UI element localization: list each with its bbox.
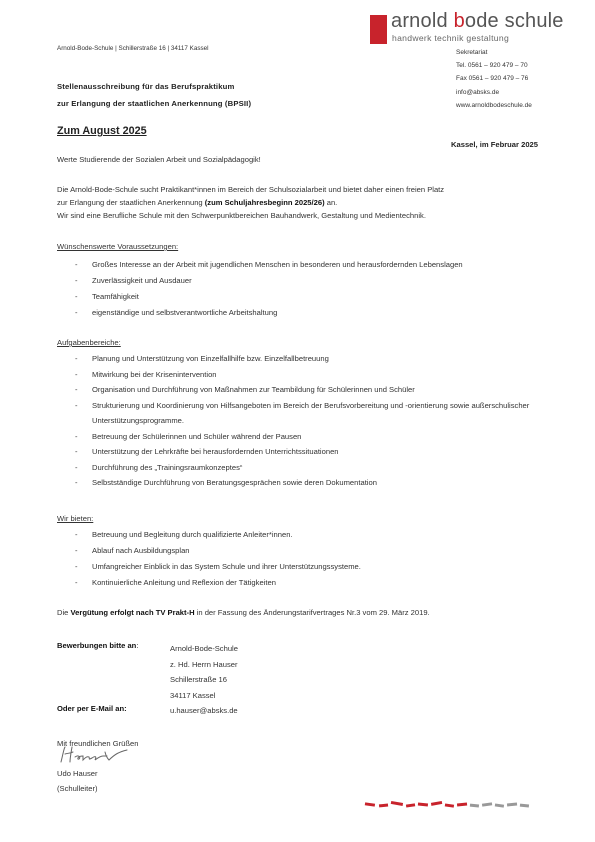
list-item: - Zuverlässigkeit und Ausdauer [75, 276, 192, 285]
list-item: - Planung und Unterstützung von Einzelfallhilfe bzw. Einzelfallbetreuung [75, 354, 329, 363]
address-line: Schillerstraße 16 [170, 675, 227, 685]
offer-title: Wir bieten: [57, 514, 94, 523]
list-item: - Mitwirkung bei der Krisenintervention [75, 369, 217, 379]
intro-line3: Wir sind eine Berufliche Schule mit den Schwerpunktbereichen Bauhandwerk, Gestaltung und Medientechnik. [57, 211, 426, 220]
document-title-line2: zur Erlangung der staatlichen Anerkennung (BPSII) [57, 99, 252, 108]
city-date: Kassel, im Februar 2025 [451, 140, 538, 149]
list-item: - Betreuung und Begleitung durch qualifizierte Anleiter*innen. [75, 530, 293, 539]
application-email-link[interactable]: u.hauser@absks.de [170, 706, 238, 716]
list-item: - Unterstützung der Lehrkräfte bei herausfordernden Unterrichtssituationen [75, 447, 339, 456]
email-label: Oder per E-Mail an: [57, 704, 127, 713]
application-label: Bewerbungen bitte an: [57, 641, 139, 650]
list-item: - Selbstständige Durchführung von Beratungsgesprächen sowie deren Dokumentation [75, 478, 377, 487]
greeting: Werte Studierende der Sozialen Arbeit und Sozialpädagogik! [57, 155, 261, 164]
contact-block [456, 46, 532, 112]
address-line: 34117 Kassel [170, 690, 216, 700]
school-tagline: handwerk technik gestaltung [392, 33, 510, 43]
tasks-list [57, 351, 538, 491]
address-line: z. Hd. Herrn Hauser [170, 659, 238, 669]
signer-role: (Schulleiter) [57, 784, 98, 793]
document-title-line1: Stellenausschreibung für das Berufspraktikum [57, 82, 235, 91]
sender-line: Arnold-Bode-Schule | Schillerstraße 16 | 34117 Kassel [57, 45, 209, 52]
closing-greeting: Mit freundlichen Grüßen [57, 739, 139, 748]
list-item: - eigenständige und selbstverantwortliche Arbeitshaltung [75, 308, 278, 317]
list-item: - Ablauf nach Ausbildungsplan [75, 546, 190, 555]
intro-line1: Die Arnold-Bode-Schule sucht Praktikant*innen im Bereich der Schulsozialarbeit und bietet daher einen freien Platz [57, 185, 445, 194]
address-line: Arnold-Bode-Schule [170, 644, 238, 653]
list-item: - Großes Interesse an der Arbeit mit jugendlichen Menschen in besonderen und herausfordernden Lebenslagen [75, 260, 463, 269]
list-item: - Kontinuierliche Anleitung und Reflexion der Tätigkeiten [75, 578, 276, 587]
application-address [170, 641, 238, 719]
offer-list [57, 527, 538, 591]
intro-line2: zur Erlangung der staatlichen Anerkennung (zum Schuljahresbeginn 2025/26) an. [57, 198, 338, 207]
requirements-title: Wünschenswerte Voraussetzungen: [57, 242, 179, 251]
contact-dept: Sekretariat [456, 49, 488, 56]
requirements-list [57, 257, 538, 321]
pay-info: Die Vergütung erfolgt nach TV Prakt-H in der Fassung des Änderungstarifvertrages Nr.3 vom 29. März 2019. [57, 608, 430, 617]
contact-phone: Tel. 0561 – 920 479 – 70 [456, 62, 528, 70]
list-item: - Teamfähigkeit [75, 292, 139, 301]
list-item: - Durchführung des „Trainingsraumkonzeptes“ [75, 462, 243, 472]
start-date-title: Zum August 2025 [57, 125, 147, 137]
contact-email-link[interactable]: info@absks.de [456, 88, 500, 96]
tasks-title: Aufgabenbereiche: [57, 338, 121, 347]
school-logo-name: arnold bode schule [391, 10, 564, 32]
list-item: - Umfangreicher Einblick in das System Schule und ihrer Unterstützungssysteme. [75, 562, 361, 571]
list-item: - Strukturierung und Koordinierung von Hilfsangeboten im Bereich der Berufsvorbereitung und -orientierung sowie außerschulischer Unterstützungsprogramme. [75, 400, 530, 425]
signer-name: Udo Hauser [57, 768, 98, 778]
list-item: - Betreuung der Schülerinnen und Schüler während der Pausen [75, 431, 302, 441]
logo-mark [370, 15, 387, 44]
contact-web-link[interactable]: www.arnoldbodeschule.de [456, 101, 532, 109]
handwritten-signature [57, 744, 137, 766]
footer-decoration [360, 797, 540, 811]
contact-fax: Fax 0561 – 920 479 – 76 [456, 75, 529, 83]
list-item: - Organisation und Durchführung von Maßnahmen zur Teambildung für Schülerinnen und Schüler [75, 385, 415, 394]
